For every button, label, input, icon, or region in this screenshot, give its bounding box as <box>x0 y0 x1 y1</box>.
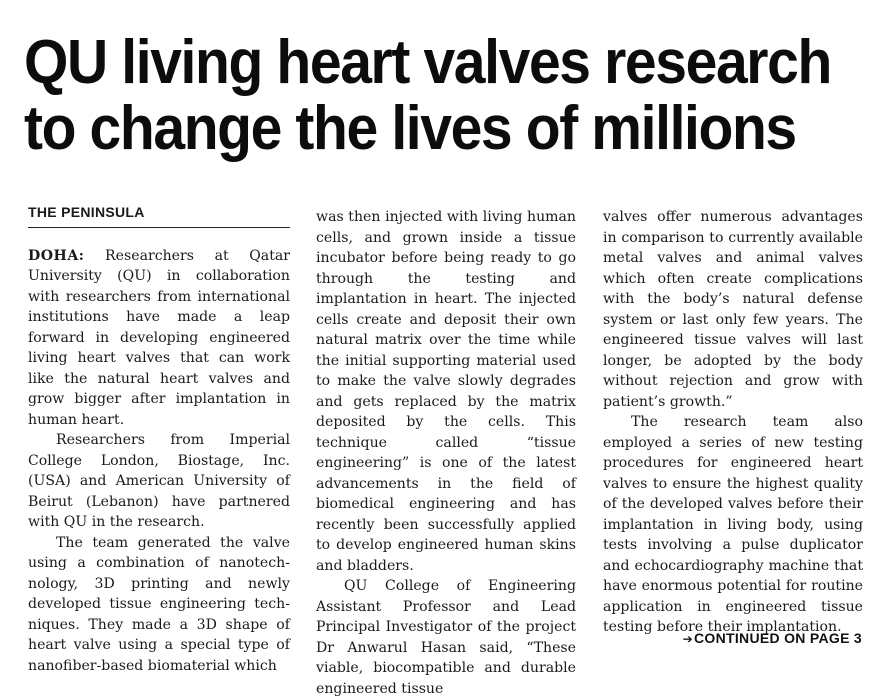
paragraph-4-part-1: QU College of Engineering Assistant Professor and Lead Principal Investigator of the project Dr Anwarul Hasan said, “These viable, biocompatible and durable engineered tissue <box>316 578 576 697</box>
column-3 <box>603 207 863 638</box>
paragraph-3-part-1: The team generated the valve using a combination of nanotechnology, 3D printing and newly developed tissue engineering techniques. They made a 3D shape of heart valve using a special type of nanofiber-based biomaterial which <box>28 534 290 674</box>
headline-line-2: to change the lives of millions <box>24 94 796 163</box>
paragraph-3-part-2: was then injected with living human cells, and grown inside a tissue incubator before being ready to go through the testing and implantation in heart. The injected cells create and deposit their own natural matrix over the time while the initial supporting material used to make the valve slowly degrades and gets replaced by the matrix deposited by the cells. This technique called “tissue engineering” is one of the latest advancements in the field of biomedical engineering and has recently been successfully applied to develop engineered human skins and bladders. <box>316 209 576 574</box>
paragraph-2: Researchers from Imperial College London, Biostage, Inc. (USA) and American University of Beirut (Lebanon) have partnered with QU in the research. <box>28 432 290 530</box>
paragraph-4-part-2: valves offer numerous advantages in comparison to currently available metal valves and animal valves which often create complications with the body’s natural defense system or last only few years. The engineered tissue valves will last longer, be adopted by the body without rejection and grow with patient’s growth.” <box>603 209 863 410</box>
headline-line-1: QU living heart valves research <box>24 28 831 97</box>
column-2 <box>316 207 576 699</box>
dateline: DOHA: <box>28 247 85 264</box>
paragraph-1: DOHA: Researchers at Qatar University (QU) in collaboration with researchers from international institutions have made a leap forward in developing engineered living heart valves that can work like the natural heart valves and grow bigger after implantation in human heart. <box>28 247 290 428</box>
arrow-right-icon: ➔ <box>682 632 693 646</box>
paragraph-5: The research team also employed a series of new testing procedures for engineered heart valves to ensure the highest quality of the developed valves before their implantation in living body, using tests involving a pulse duplicator and echocardiography machine that have enormous potential for routine application in engineered tissue testing before their implantation. <box>603 414 863 635</box>
continued-label: CONTINUED ON PAGE 3 <box>693 630 862 646</box>
continued-link[interactable] <box>683 630 862 646</box>
column-1 <box>28 202 290 676</box>
headline <box>24 28 831 163</box>
byline: THE PENINSULA <box>28 202 290 228</box>
